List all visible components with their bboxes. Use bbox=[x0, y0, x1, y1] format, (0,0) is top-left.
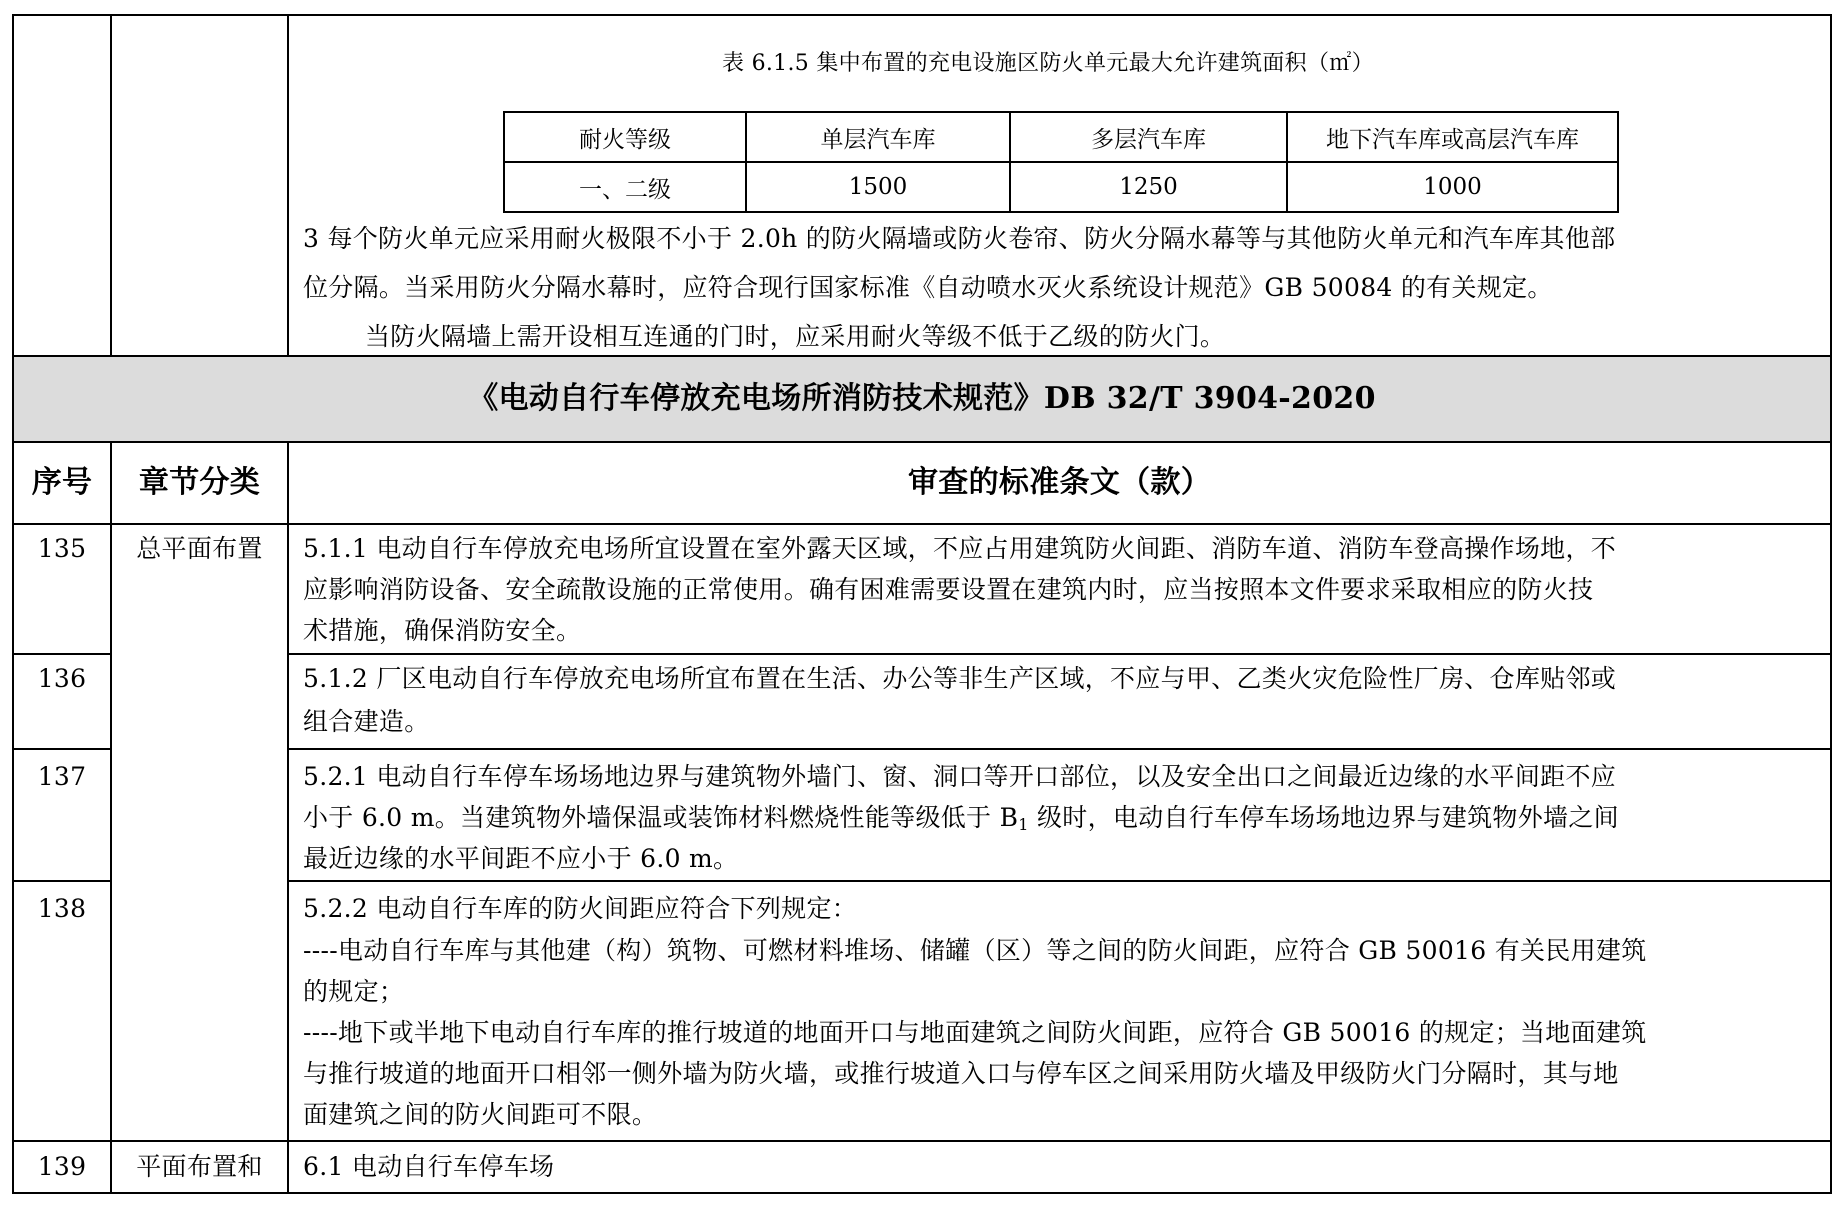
fire-unit-area-table bbox=[503, 111, 1619, 213]
row-136-no: 136 bbox=[37, 664, 87, 693]
table-caption: 表 6.1.5 集中布置的充电设施区防火单元最大允许建筑面积（㎡） bbox=[722, 51, 1374, 76]
row-136-line-1: 5.1.2 厂区电动自行车停放充电场所宜布置在生活、办公等非生产区域，不应与甲、乙类火灾危险性厂房、仓库贴邻或 bbox=[303, 664, 1617, 693]
paragraph-4: 当防火隔墙上需开设相互连通的门时，应采用耐火等级不低于乙级的防火门。 bbox=[365, 322, 1226, 351]
row-139-line-1: 6.1 电动自行车停车场 bbox=[303, 1152, 555, 1181]
frame-bottom bbox=[12, 1192, 1832, 1194]
row-137-line-2-head: 小于 6.0 m。当建筑物外墙保温或装饰材料燃烧性能等级低于 B bbox=[303, 803, 1019, 832]
header-clause: 审查的标准条文（款） bbox=[908, 465, 1211, 500]
row-137-no: 137 bbox=[37, 762, 87, 791]
inner-header-cell: 地下汽车库或高层汽车库 bbox=[1287, 112, 1618, 162]
header-category: 章节分类 bbox=[138, 465, 261, 500]
row-sep-135-no bbox=[12, 653, 112, 655]
row-137-line-2-tail: 级时，电动自行车停车场场地边界与建筑物外墙之间 bbox=[1028, 803, 1619, 832]
row-135-line-2: 应影响消防设备、安全疏散设施的正常使用。确有困难需要设置在建筑内时，应当按照本文件要求采取相应的防火技 bbox=[303, 575, 1594, 604]
frame-left bbox=[12, 14, 14, 1194]
line-below-title bbox=[12, 441, 1832, 443]
inner-header-cell: 单层汽车库 bbox=[746, 112, 1010, 162]
row-137-subscript: 1 bbox=[1018, 815, 1029, 834]
frame-top bbox=[12, 14, 1832, 16]
row-sep-137-clause bbox=[287, 880, 1832, 882]
row-138-line-6: 面建筑之间的防火间距可不限。 bbox=[303, 1100, 658, 1129]
inner-value-cell: 1250 bbox=[1010, 162, 1287, 212]
row-138-line-1: 5.2.2 电动自行车库的防火间距应符合下列规定： bbox=[303, 894, 858, 923]
inner-header-cell: 耐火等级 bbox=[504, 112, 746, 162]
standard-title: 《电动自行车停放充电场所消防技术规范》DB 32/T 3904-2020 bbox=[468, 381, 1376, 416]
header-no: 序号 bbox=[31, 465, 93, 500]
row-135-line-3: 术措施，确保消防安全。 bbox=[303, 616, 582, 645]
col-divider-1-top bbox=[110, 14, 112, 356]
row-137-line-3: 最近边缘的水平间距不应小于 6.0 m。 bbox=[303, 844, 739, 873]
inner-value-cell: 一、二级 bbox=[504, 162, 746, 212]
frame-right bbox=[1830, 14, 1832, 1194]
inner-header-cell: 多层汽车库 bbox=[1010, 112, 1287, 162]
col-divider-2 bbox=[287, 441, 289, 1193]
row-139-category: 平面布置和 bbox=[136, 1152, 263, 1181]
row-139-no: 139 bbox=[37, 1152, 87, 1181]
paragraph-3-line-2: 位分隔。当采用防火分隔水幕时，应符合现行国家标准《自动喷水灭火系统设计规范》GB 50084 的有关规定。 bbox=[303, 273, 1553, 302]
row-sep-138 bbox=[12, 1140, 1832, 1142]
row-138-no: 138 bbox=[37, 894, 87, 923]
row-138-line-5: 与推行坡道的地面开口相邻一侧外墙为防火墙，或推行坡道入口与停车区之间采用防火墙及甲级防火门分隔时，其与地 bbox=[303, 1059, 1619, 1088]
row-sep-137-no bbox=[12, 880, 112, 882]
row-sep-135-clause bbox=[287, 653, 1832, 655]
row-135-line-1: 5.1.1 电动自行车停放充电场所宜设置在室外露天区域，不应占用建筑防火间距、消防车道、消防车登高操作场地，不 bbox=[303, 534, 1617, 563]
inner-value-cell: 1000 bbox=[1287, 162, 1618, 212]
paragraph-3-line-1: 3 每个防火单元应采用耐火极限不小于 2.0h 的防火隔墙或防火卷帘、防火分隔水幕等与其他防火单元和汽车库其他部 bbox=[303, 224, 1616, 253]
col-divider-2-top bbox=[287, 14, 289, 356]
row-138-line-4: ----地下或半地下电动自行车库的推行坡道的地面开口与地面建筑之间防火间距，应符合 GB 50016 的规定；当地面建筑 bbox=[303, 1018, 1647, 1047]
inner-value-cell: 1500 bbox=[746, 162, 1010, 212]
row-135-no: 135 bbox=[37, 534, 87, 563]
row-136-line-2: 组合建造。 bbox=[303, 707, 430, 736]
row-sep-136-no bbox=[12, 748, 112, 750]
row-138-line-3: 的规定； bbox=[303, 977, 405, 1006]
line-below-header bbox=[12, 523, 1832, 525]
row-138-line-2: ----电动自行车库与其他建（构）筑物、可燃材料堆场、储罐（区）等之间的防火间距，应符合 GB 50016 有关民用建筑 bbox=[303, 936, 1647, 965]
row-135-category: 总平面布置 bbox=[136, 534, 263, 563]
row-sep-136-clause bbox=[287, 748, 1832, 750]
row-137-line-1: 5.2.1 电动自行车停车场场地边界与建筑物外墙门、窗、洞口等开口部位，以及安全出口之间最近边缘的水平间距不应 bbox=[303, 762, 1617, 791]
